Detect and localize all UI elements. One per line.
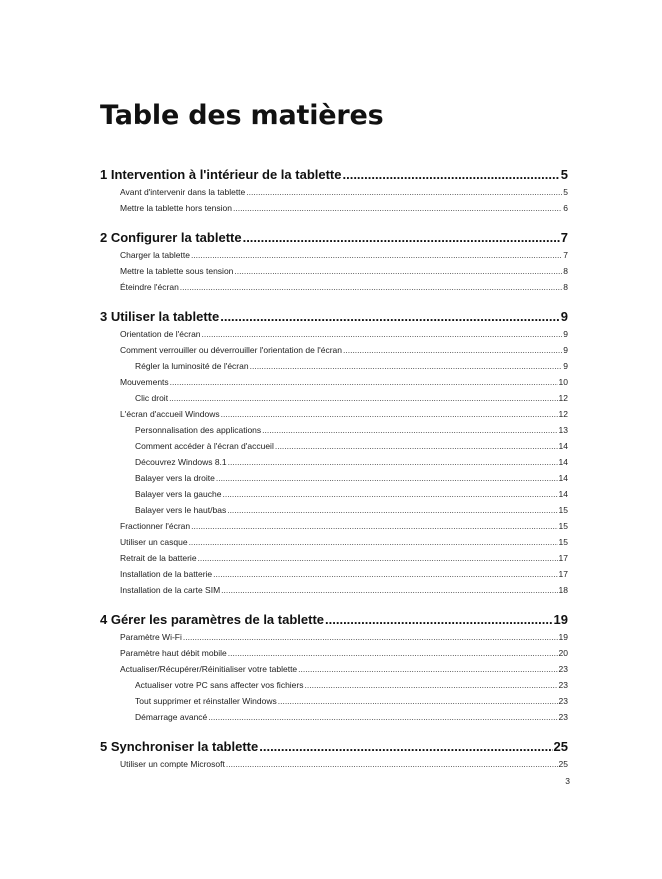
toc-page-number: 23 — [558, 712, 568, 722]
toc-chapter-heading[interactable] — [100, 228, 568, 247]
toc-page-number: 7 — [560, 230, 568, 245]
dot-leader — [298, 661, 557, 677]
dot-leader — [202, 326, 563, 342]
toc-entry-label: Comment accéder à l'écran d'accueil — [135, 441, 274, 451]
toc-entry-label: Actualiser votre PC sans affecter vos fichiers — [135, 680, 304, 690]
dot-leader — [228, 454, 558, 470]
toc-entry-label: Installation de la carte SIM — [120, 585, 221, 595]
toc-chapter-label: 4 Gérer les paramètres de la tablette — [100, 612, 325, 627]
toc-entry[interactable] — [100, 677, 568, 693]
toc-chapter-label: 1 Intervention à l'intérieur de la tablette — [100, 167, 342, 182]
toc-page-number: 8 — [563, 282, 568, 292]
toc-entry[interactable] — [100, 502, 568, 518]
toc-entry-label: Paramètre Wi-Fi — [120, 632, 182, 642]
toc-page-number: 10 — [558, 377, 568, 387]
toc-entry[interactable] — [100, 661, 568, 677]
toc-page-number: 9 — [563, 345, 568, 355]
dot-leader — [191, 247, 562, 263]
toc-chapter — [100, 737, 568, 772]
toc-entry-label: Personnalisation des applications — [135, 425, 262, 435]
toc-page-number: 17 — [558, 553, 568, 563]
toc-entry[interactable] — [100, 454, 568, 470]
dot-leader — [180, 279, 562, 295]
toc-entry[interactable] — [100, 263, 568, 279]
toc-entry[interactable] — [100, 342, 568, 358]
dot-leader — [343, 342, 562, 358]
toc-entry[interactable] — [100, 247, 568, 263]
dot-leader — [227, 502, 557, 518]
dot-leader — [275, 438, 558, 454]
dot-leader — [221, 406, 558, 422]
toc-page-number: 5 — [563, 187, 568, 197]
toc-page-number: 25 — [553, 739, 568, 754]
toc-chapter — [100, 307, 568, 598]
toc-entry-label: Mouvements — [120, 377, 169, 387]
toc-entry[interactable] — [100, 390, 568, 406]
toc-entry-label: Comment verrouiller ou déverrouiller l'orientation de l'écran — [120, 345, 342, 355]
dot-leader — [169, 390, 557, 406]
toc-entry-label: Clic droit — [135, 393, 169, 403]
toc-entry-label: Actualiser/Récupérer/Réinitialiser votre tablette — [120, 664, 298, 674]
toc-page-number: 7 — [563, 250, 568, 260]
toc-page-number: 15 — [558, 521, 568, 531]
toc-page-number: 19 — [558, 632, 568, 642]
toc-page-number: 25 — [558, 759, 568, 769]
toc-page-number: 12 — [558, 393, 568, 403]
toc-entry[interactable] — [100, 422, 568, 438]
toc-page-number: 13 — [558, 425, 568, 435]
toc-entry[interactable] — [100, 470, 568, 486]
dot-leader — [216, 470, 558, 486]
toc-chapter-label: 2 Configurer la tablette — [100, 230, 242, 245]
page-number: 3 — [565, 776, 570, 786]
toc-entry[interactable] — [100, 629, 568, 645]
dot-leader — [233, 200, 562, 216]
toc-entry-label: L'écran d'accueil Windows — [120, 409, 220, 419]
dot-leader — [250, 358, 563, 374]
toc-page-number: 14 — [558, 441, 568, 451]
dot-leader — [262, 422, 557, 438]
toc-chapter-label: 5 Synchroniser la tablette — [100, 739, 259, 754]
dot-leader — [342, 165, 559, 184]
toc-chapter-heading[interactable] — [100, 737, 568, 756]
toc-entry[interactable] — [100, 645, 568, 661]
toc-entry[interactable] — [100, 550, 568, 566]
toc-entry[interactable] — [100, 184, 568, 200]
toc-entry-label: Mettre la tablette sous tension — [120, 266, 234, 276]
toc-chapter — [100, 610, 568, 725]
toc-page-number: 9 — [563, 329, 568, 339]
toc-page-number: 9 — [560, 309, 568, 324]
toc-page-number: 14 — [558, 489, 568, 499]
toc-entry[interactable] — [100, 518, 568, 534]
dot-leader — [213, 566, 557, 582]
dot-leader — [170, 374, 558, 390]
toc-page-number: 23 — [558, 696, 568, 706]
toc-page-number: 19 — [553, 612, 568, 627]
dot-leader — [222, 486, 557, 502]
toc-entry[interactable] — [100, 200, 568, 216]
toc-page-number: 14 — [558, 457, 568, 467]
dot-leader — [226, 756, 558, 772]
toc-entry-label: Mettre la tablette hors tension — [120, 203, 232, 213]
dot-leader — [259, 737, 552, 756]
toc-entry[interactable] — [100, 709, 568, 725]
toc-entry[interactable] — [100, 326, 568, 342]
toc-page-number: 12 — [558, 409, 568, 419]
toc-entry-label: Éteindre l'écran — [120, 282, 179, 292]
toc-entry-label: Retrait de la batterie — [120, 553, 197, 563]
dot-leader — [208, 709, 557, 725]
toc-entry-label: Utiliser un compte Microsoft — [120, 759, 225, 769]
toc-entry[interactable] — [100, 358, 568, 374]
toc-entry-label: Fractionner l'écran — [120, 521, 191, 531]
toc-page-number: 14 — [558, 473, 568, 483]
toc-entry-label: Installation de la batterie — [120, 569, 213, 579]
toc-entry[interactable] — [100, 438, 568, 454]
toc-entry[interactable] — [100, 374, 568, 390]
toc-entry[interactable] — [100, 406, 568, 422]
toc-entry-label: Charger la tablette — [120, 250, 190, 260]
toc-page-number: 20 — [558, 648, 568, 658]
toc-chapter-label: 3 Utiliser la tablette — [100, 309, 220, 324]
toc-chapter-heading[interactable] — [100, 165, 568, 184]
toc-page-number: 23 — [558, 680, 568, 690]
dot-leader — [228, 645, 558, 661]
dot-leader — [191, 518, 557, 534]
toc-entry-label: Découvrez Windows 8.1 — [135, 457, 227, 467]
toc-chapter — [100, 165, 568, 216]
toc-entry[interactable] — [100, 279, 568, 295]
dot-leader — [305, 677, 558, 693]
toc-entry[interactable] — [100, 534, 568, 550]
dot-leader — [189, 534, 558, 550]
toc-page-number: 15 — [558, 505, 568, 515]
toc-entry-label: Balayer vers la droite — [135, 473, 215, 483]
toc-entry-label: Tout supprimer et réinstaller Windows — [135, 696, 277, 706]
toc-entry[interactable] — [100, 756, 568, 772]
toc-entry-label: Utiliser un casque — [120, 537, 188, 547]
toc-page-number: 8 — [563, 266, 568, 276]
dot-leader — [198, 550, 558, 566]
toc-entry[interactable] — [100, 486, 568, 502]
toc-entry[interactable] — [100, 693, 568, 709]
toc-page-number: 5 — [560, 167, 568, 182]
toc-page-number: 18 — [558, 585, 568, 595]
toc-entry[interactable] — [100, 566, 568, 582]
toc-entry-label: Balayer vers le haut/bas — [135, 505, 227, 515]
toc-entry-label: Orientation de l'écran — [120, 329, 201, 339]
dot-leader — [234, 263, 562, 279]
toc-chapter-heading[interactable] — [100, 307, 568, 326]
toc-page-number: 9 — [563, 361, 568, 371]
dot-leader — [220, 307, 560, 326]
table-of-contents — [100, 165, 568, 784]
toc-chapter — [100, 228, 568, 295]
toc-page-number: 17 — [558, 569, 568, 579]
dot-leader — [246, 184, 562, 200]
toc-entry-label: Balayer vers la gauche — [135, 489, 222, 499]
dot-leader — [183, 629, 558, 645]
toc-entry-label: Régler la luminosité de l'écran — [135, 361, 249, 371]
dot-leader — [278, 693, 558, 709]
toc-page-number: 6 — [563, 203, 568, 213]
toc-entry-label: Avant d'intervenir dans la tablette — [120, 187, 246, 197]
toc-page-number: 15 — [558, 537, 568, 547]
page-title: Table des matières — [100, 100, 384, 131]
toc-page-number: 23 — [558, 664, 568, 674]
toc-chapter-heading[interactable] — [100, 610, 568, 629]
toc-entry-label: Paramètre haut débit mobile — [120, 648, 227, 658]
toc-entry[interactable] — [100, 582, 568, 598]
dot-leader — [221, 582, 557, 598]
dot-leader — [243, 228, 560, 247]
toc-entry-label: Démarrage avancé — [135, 712, 208, 722]
dot-leader — [325, 610, 553, 629]
